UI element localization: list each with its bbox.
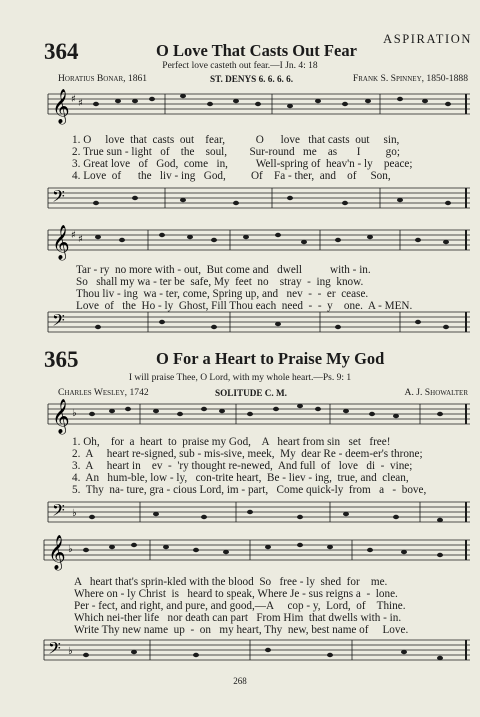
svg-text:𝄢: 𝄢 — [52, 310, 65, 334]
verse-line: A heart that's sprin-kled with the blood So free - ly shed for me. — [74, 576, 388, 588]
verse-line: Write Thy new name up - on my heart, Thy new, best name of Love. — [74, 624, 409, 636]
author-credit: Horatius Bonar, 1861 — [58, 73, 148, 84]
author-credit: Charles Wesley, 1742 — [58, 387, 149, 398]
verse-line: 2. True sun - light of the soul, Sur-round me as I go; — [72, 146, 400, 158]
svg-text:♯: ♯ — [78, 98, 83, 109]
music-staff-bass — [0, 180, 480, 222]
hymn-title: O For a Heart to Praise My God — [156, 349, 385, 368]
music-staff-treble — [0, 396, 480, 436]
svg-text:𝄢: 𝄢 — [52, 500, 65, 524]
verse-line: Love of the Ho - ly Ghost, Fill Thou each need - - y one. A - MEN. — [76, 300, 413, 312]
music-staff-bass — [0, 496, 480, 532]
verse-line: Which nei-ther life nor death can part From Him that dwells with - in. — [74, 612, 402, 624]
verse-line: 3. Great love of God, come in, Well-spring of heav'n - ly peace; — [72, 158, 413, 170]
svg-text:♭: ♭ — [68, 646, 73, 657]
verse-line: Per - fect, and right, and pure, and good,—A cop - y, Lord, of Thine. — [74, 600, 406, 612]
music-staff-treble — [0, 220, 480, 264]
svg-text:♭: ♭ — [68, 544, 73, 555]
verse-line: 3. A heart in ev - 'ry thought re-newed, And full of love di - vine; — [72, 460, 413, 472]
music-staff-bass — [0, 634, 480, 670]
hymn-number: 364 — [44, 39, 79, 64]
scripture-reference: I will praise Thee, O Lord, with my whole heart.—Ps. 9: 1 — [128, 373, 352, 383]
verse-line: Thou liv - ing wa - ter, come, Spring up, and nev - - er cease. — [76, 288, 369, 300]
verse-line: 1. Oh, for a heart to praise my God, A heart from sin set free! — [72, 436, 391, 448]
tune-name: ST. DENYS 6. 6. 6. 6. — [210, 74, 294, 84]
topic-heading: ASPIRATION — [383, 32, 472, 46]
hymn-number: 365 — [44, 347, 79, 372]
verse-line: So shall my wa - ter be safe, My feet no stray - ing know. — [76, 276, 364, 288]
composer-credit: Frank S. Spinney, 1850-1888 — [352, 73, 468, 84]
tune-name: SOLITUDE C. M. — [215, 388, 287, 398]
verse-line: 4. An hum-ble, low - ly, con-trite heart, Be - liev - ing, true, and clean, — [72, 472, 409, 484]
svg-text:♯: ♯ — [71, 94, 76, 105]
svg-text:♭: ♭ — [72, 508, 77, 519]
scripture-reference: Perfect love casteth out fear.—I Jn. 4: 18 — [162, 61, 318, 71]
verse-line: 5. Thy na- ture, gra - cious Lord, im - part, Come quick-ly from a - bove, — [72, 484, 427, 496]
svg-text:𝄞: 𝄞 — [48, 535, 66, 570]
hymn-title: O Love That Casts Out Fear — [156, 41, 357, 60]
verse-line: 4. Love of the liv - ing God, Of Fa - ther, and of Son, — [72, 170, 391, 182]
music-staff-bass — [0, 306, 480, 344]
music-staff-treble — [0, 84, 480, 134]
verse-line: 1. O love that casts out fear, O love that casts out sin, — [72, 134, 400, 146]
svg-text:𝄞: 𝄞 — [52, 399, 70, 434]
svg-text:♭: ♭ — [72, 408, 77, 419]
svg-text:♯: ♯ — [71, 230, 76, 241]
verse-line: Tar - ry no more with - out, But come and dwell with - in. — [76, 264, 371, 276]
svg-text:𝄞: 𝄞 — [52, 89, 70, 124]
verse-line: 2. A heart re-signed, sub - mis-sive, meek, My dear Re - deem-er's throne; — [72, 448, 423, 460]
svg-text:𝄞: 𝄞 — [52, 225, 70, 260]
music-staff-treble — [0, 530, 480, 574]
composer-credit: A. J. Showalter — [404, 387, 468, 398]
page-number: 268 — [233, 676, 247, 686]
svg-text:𝄢: 𝄢 — [48, 638, 61, 662]
svg-text:♯: ♯ — [78, 234, 83, 245]
verse-line: Where on - ly Christ is heard to speak, Where Je - sus reigns a - lone. — [74, 588, 398, 600]
svg-text:𝄢: 𝄢 — [52, 186, 65, 210]
